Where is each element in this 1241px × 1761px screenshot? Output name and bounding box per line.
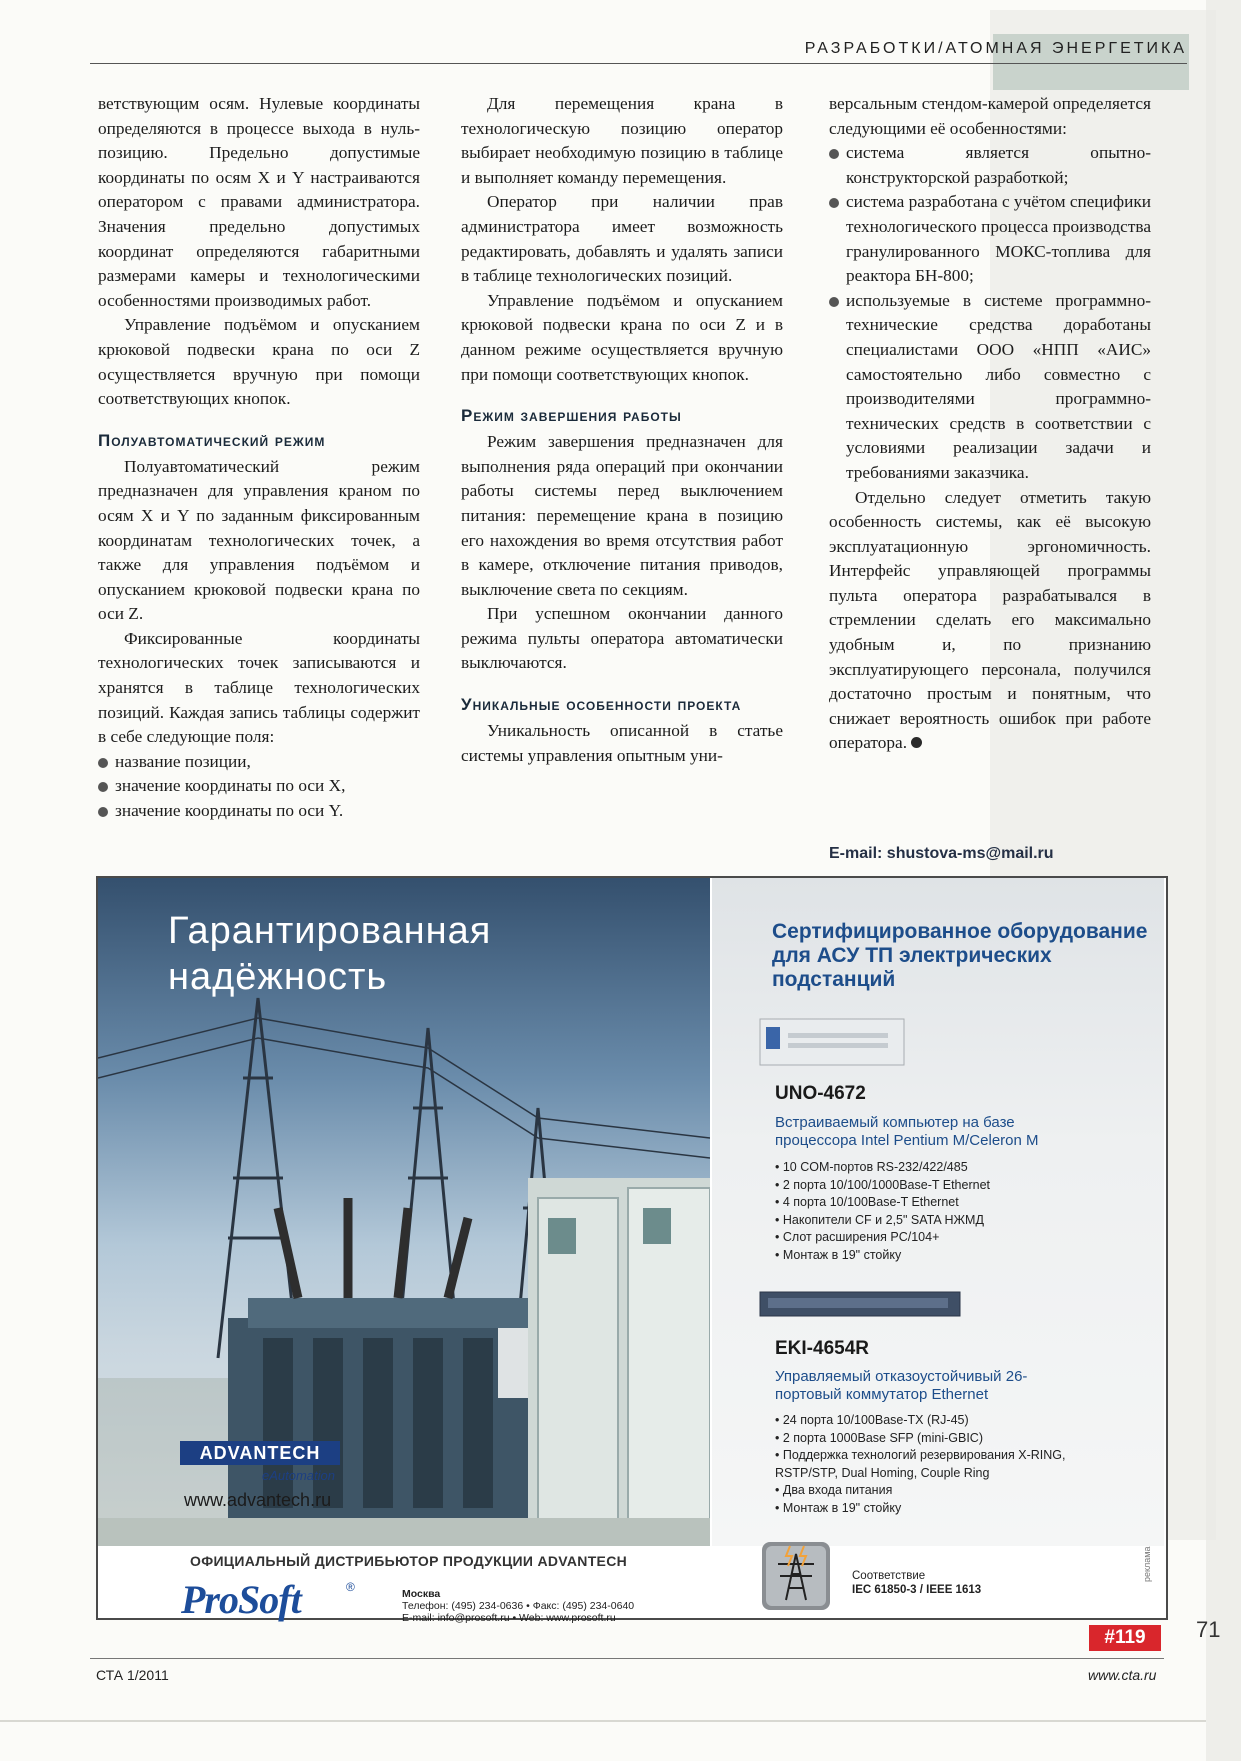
advantech-url[interactable]: www.advantech.ru [184,1490,332,1510]
registered-mark-icon: ® [346,1580,355,1594]
spec-item: • Слот расширения PC/104+ [775,1229,1075,1247]
header-rule [90,63,1187,64]
paragraph: версальным стендом-камерой определяется следующими её особенностями: [829,94,1151,138]
advantech-logo: ADVANTECH [180,1441,340,1465]
list-item: название позиции, [98,750,420,775]
list-item: используемые в системе программно-технические средства доработаны специалистами ООО «НПП «АИС» самостоятельно либо совместно с производителями программно-технических средств в соответствии с условиями реализации задачи и требованиями заказчика. [829,289,1151,486]
list-item: система является опытно-конструкторской разработкой; [829,141,1151,190]
prosoft-logo: ProSoft [181,1577,301,1622]
certification [852,1569,981,1597]
section-header: РАЗРАБОТКИ/АТОМНАЯ ЭНЕРГЕТИКА [804,40,1187,57]
article-column-2 [461,92,783,768]
product-spec-list [775,1159,1075,1264]
journal-issue: СТА 1/2011 [96,1667,169,1683]
contact-city: Москва [402,1588,441,1600]
list-item: значение координаты по оси Y. [98,799,420,824]
advantech-tagline: eAutomation [262,1468,335,1483]
paragraph: ветствующим осям. Нулевые координаты определяются в процессе выхода в нуль-позицию. Предельно допустимые координаты по осям X и Y настраиваются оператором с правами администратора. Значения предельно допустимых координат определяются габаритными размерами камеры и технологическими особенностями производимых работ. [98,94,420,310]
product-model: UNO-4672 [775,1083,866,1104]
end-mark-icon [911,737,922,748]
spec-item: • 4 порта 10/100Base-T Ethernet [775,1194,1075,1212]
section-heading: Режим завершения работы [461,406,682,426]
paragraph: При успешном окончании данного режима пульты оператора автоматически выключаются. [461,604,783,673]
article-column-1 [98,92,420,824]
product-description: Встраиваемый компьютер на базе процессора Intel Pentium M/Celeron M [775,1114,1039,1149]
ad-number-badge: #119 [1089,1625,1161,1651]
prosoft-contacts [402,1588,634,1624]
paragraph: Управление подъёмом и опусканием крюковой подвески крана по оси Z осуществляется вручную при помощи соответствующих кнопок. [98,315,420,409]
cert-standard: IEC 61850-3 / IEEE 1613 [852,1584,982,1596]
spec-item: • Монтаж в 19" стойку [775,1247,1075,1265]
spec-item: • Два входа питания [775,1482,1075,1500]
ad-headline-line2: надёжность [168,956,388,998]
article-column-3 [829,92,1151,756]
spec-item: • 2 порта 10/100/1000Base-T Ethernet [775,1177,1075,1195]
product-description: Управляемый отказоустойчивый 26-портовый коммутатор Ethernet [775,1368,1028,1403]
ad-headline [168,908,491,1000]
bullet-list [98,750,420,824]
paragraph: Фиксированные координаты технологических точек записываются и хранятся в таблице технологических позиций. Каждая запись таблицы содержит в себе следующие поля: [98,628,420,747]
paragraph: Управление подъёмом и опусканием крюковой подвески крана по оси Z и в данном режиме осуществляется вручную при помощи соответствующих кнопок. [461,290,783,384]
paragraph [829,486,1151,757]
paragraph: Полуавтоматический режим предназначен для управления краном по осям X и Y по заданным фиксированным координатам технологических точек, а также для управления подъёмом и опусканием крюковой подвески крана по оси Z. [98,456,420,624]
eki-4654r-image [758,1288,963,1324]
ad-headline-line1: Гарантированная [168,910,492,952]
paragraph: Режим завершения предназначен для выполнения ряда операций при окончании работы системы перед выключением питания: перемещение крана в позицию его нахождения во время отсутствия работ в камере, отключение питания приводов, выключение света по секциям. [461,432,783,599]
product-spec-list [775,1412,1075,1517]
contact-email-web[interactable]: E-mail: info@prosoft.ru • Web: www.prosoft.ru [402,1612,616,1624]
uno-4672-image [758,1013,908,1073]
paragraph: Для перемещения крана в технологическую позицию оператор выбирает необходимую позицию в таблице и выполняет команду перемещения. [461,94,783,187]
paragraph: Оператор при наличии прав администратора имеет возможность редактировать, добавлять и удалять записи в таблице технологических позиций. [461,192,783,286]
bullet-list [829,141,1151,485]
spec-item: • Накопители CF и 2,5" SATA НЖМД [775,1212,1075,1230]
contact-phone: Телефон: (495) 234-0636 • Факс: (495) 234-0640 [402,1600,635,1612]
cert-title: Соответствие [852,1570,926,1582]
list-item: значение координаты по оси X, [98,774,420,799]
author-email[interactable]: E-mail: shustova-ms@mail.ru [829,845,1054,862]
substation-cert-icon [760,1540,832,1612]
list-item: система разработана с учётом специфики технологического процесса производства гранулированного МОКС-топлива для реактора БН-800; [829,190,1151,288]
ad-marker: реклама [1142,1546,1152,1582]
spec-item: • 24 порта 10/100Base-TX (RJ-45) [775,1412,1075,1430]
paragraph: Уникальность описанной в статье системы управления опытным уни- [461,721,783,765]
closing-text: Отдельно следует отметить такую особенность системы, как её высокую эксплуатационную эргономичность. Интерфейс управляющей программы пульта оператора разрабатывался в стремлении сделать его максимально удобным и, по признанию эксплуатирующего персонала, получился достаточно простым и понятным, что снижает вероятность ошибок при работе оператора. [829,487,1151,753]
journal-url[interactable]: www.cta.ru [1088,1667,1157,1683]
section-heading: Уникальные особенности проекта [461,695,742,715]
distributor-line: ОФИЦИАЛЬНЫЙ ДИСТРИБЬЮТОР ПРОДУКЦИИ ADVANTECH [190,1553,628,1569]
section-heading: Полуавтоматический режим [98,430,326,450]
ad-right-title: Сертифицированное оборудование для АСУ ТП электрических подстанций [772,920,1148,991]
spec-item: • 2 порта 1000Base SFP (mini-GBIC) [775,1430,1075,1448]
spec-item: • Монтаж в 19" стойку [775,1500,1075,1518]
page-number: 71 [1196,1617,1221,1642]
product-model: EKI-4654R [775,1338,869,1359]
spec-item: • Поддержка технологий резервирования X-RING, RSTP/STP, Dual Homing, Couple Ring [775,1447,1075,1482]
footer-rule [90,1658,1164,1659]
spec-item: • 10 COM-портов RS-232/422/485 [775,1159,1075,1177]
